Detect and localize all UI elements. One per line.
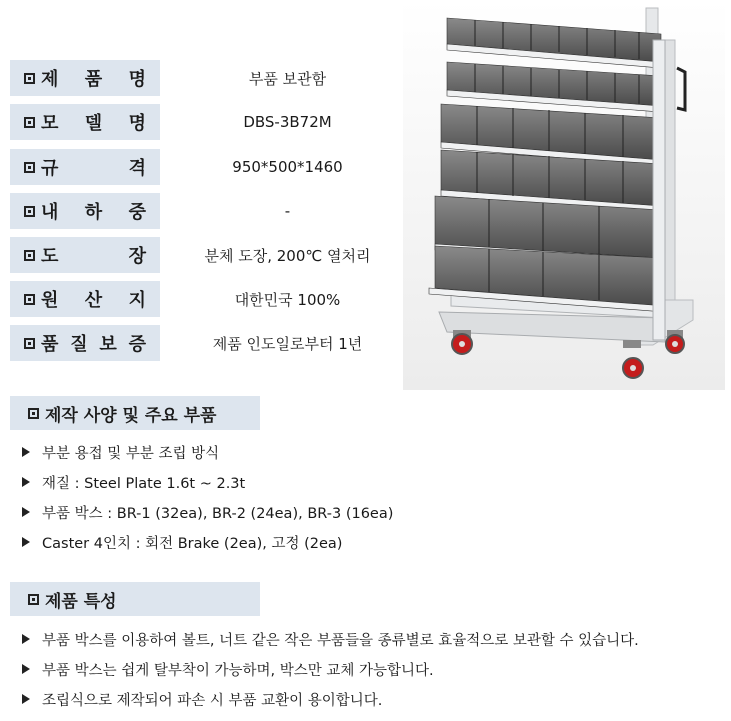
spec-row-origin	[10, 281, 360, 317]
spec-label: 규 격	[10, 149, 160, 185]
spec-bullet-list	[22, 437, 393, 557]
triangle-bullet-icon	[22, 694, 30, 704]
list-item: 재질 : Steel Plate 1.6t ~ 2.3t	[22, 467, 393, 497]
square-bullet-icon	[28, 594, 39, 605]
square-bullet-icon	[28, 408, 39, 419]
square-bullet-icon	[24, 250, 35, 261]
spec-value: 제품 인도일로부터 1년	[212, 334, 363, 353]
square-bullet-icon	[24, 162, 35, 173]
list-item: 부품 박스를 이용하여 볼트, 너트 같은 작은 부품들을 종류별로 효율적으로 보관할 수 있습니다.	[22, 624, 639, 654]
square-bullet-icon	[24, 73, 35, 84]
spec-row-warranty	[10, 325, 363, 361]
triangle-bullet-icon	[22, 664, 30, 674]
section-header-features	[10, 582, 260, 616]
spec-row-product-name	[10, 60, 360, 96]
triangle-bullet-icon	[22, 477, 30, 487]
spec-value: 950*500*1460	[232, 158, 343, 176]
spec-value: 대한민국 100%	[234, 290, 341, 309]
square-bullet-icon	[24, 294, 35, 305]
spec-label: 도 장	[10, 237, 160, 273]
spec-value: DBS-3B72M	[243, 113, 332, 131]
spec-value: 부품 보관함	[248, 69, 327, 88]
product-rack-image	[403, 0, 725, 390]
feature-bullet-list	[22, 624, 639, 714]
triangle-bullet-icon	[22, 447, 30, 457]
list-item: Caster 4인치 : 회전 Brake (2ea), 고정 (2ea)	[22, 527, 393, 557]
list-item: 부품 박스는 쉽게 탈부착이 가능하며, 박스만 교체 가능합니다.	[22, 654, 639, 684]
spec-label: 원 산 지	[10, 281, 160, 317]
spec-label: 모 델 명	[10, 104, 160, 140]
spec-value: -	[284, 202, 291, 220]
spec-row-model	[10, 104, 360, 140]
spec-value: 분체 도장, 200℃ 열처리	[204, 246, 371, 265]
spec-label: 품 질 보 증	[10, 325, 160, 361]
spec-label: 제 품 명	[10, 60, 160, 96]
spec-row-load-capacity	[10, 193, 360, 229]
square-bullet-icon	[24, 117, 35, 128]
triangle-bullet-icon	[22, 507, 30, 517]
square-bullet-icon	[24, 206, 35, 217]
list-item: 부품 박스 : BR-1 (32ea), BR-2 (24ea), BR-3 (16ea)	[22, 497, 393, 527]
triangle-bullet-icon	[22, 537, 30, 547]
spec-row-coating	[10, 237, 371, 273]
triangle-bullet-icon	[22, 634, 30, 644]
square-bullet-icon	[24, 338, 35, 349]
section-title: 제품 특성	[45, 591, 117, 612]
spec-row-dimensions	[10, 149, 360, 185]
list-item: 조립식으로 제작되어 파손 시 부품 교환이 용이합니다.	[22, 684, 639, 714]
list-item: 부분 용접 및 부분 조립 방식	[22, 437, 393, 467]
section-title: 제작 사양 및 주요 부품	[45, 405, 217, 426]
spec-label: 내 하 중	[10, 193, 160, 229]
section-header-specs	[10, 396, 260, 430]
